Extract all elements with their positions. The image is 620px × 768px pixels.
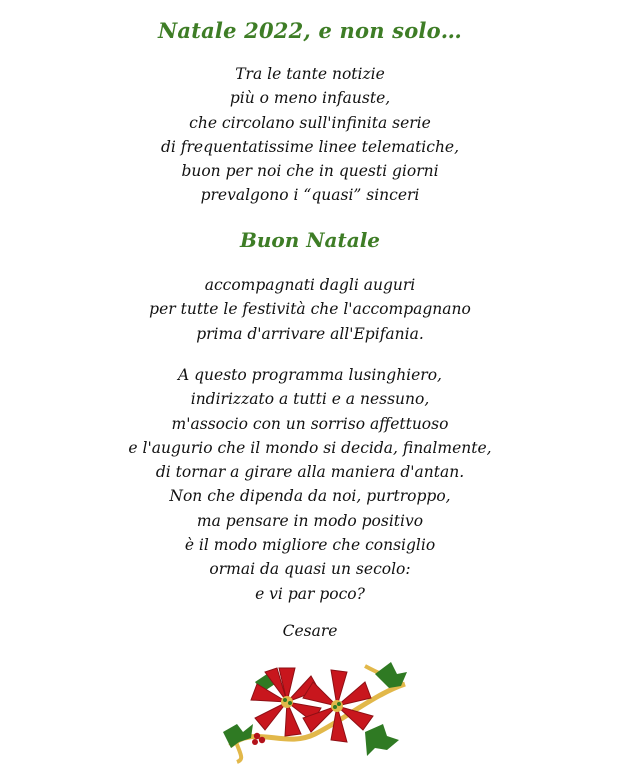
stanza-line: ma pensare in modo positivo (196, 511, 424, 530)
stanza-line: ormai da quasi un secolo: (209, 560, 411, 579)
stanza-line: prevalgono i “quasi” sinceri (200, 186, 420, 205)
stanza-line: buon per noi che in questi giorni (181, 162, 439, 181)
stanza-line: per tutte le festività che l'accompagnano (149, 300, 471, 319)
stanza-line: è il modo migliore che consiglio (184, 536, 436, 555)
stanza-line: di tornar a girare alla maniera d'antan. (155, 463, 465, 482)
stanza-line: e vi par poco? (255, 584, 365, 603)
greeting-heading: Buon Natale (239, 228, 381, 252)
stanza-line: di frequentatissime linee telematiche, (160, 137, 460, 156)
page-title: Natale 2022, e non solo… (158, 18, 462, 43)
poinsettia-icon (215, 654, 410, 764)
stanza-line: che circolano sull'infinita serie (189, 113, 431, 132)
stanza-line: indirizzato a tutti e a nessuno, (190, 390, 430, 409)
stanza-line: m'associo con un sorriso affettuoso (171, 414, 449, 433)
stanza-line: Tra le tante notizie (235, 65, 385, 83)
signature: Cesare (282, 622, 338, 640)
stanza-closing (0, 363, 620, 606)
stanza-line: Non che dipenda da noi, purtroppo, (169, 487, 451, 506)
stanza-intro (0, 62, 620, 208)
stanza-line: accompagnati dagli auguri (204, 276, 416, 294)
stanza-line: più o meno infauste, (229, 89, 391, 108)
stanza-line: A questo programma lusinghiero, (178, 366, 442, 384)
stanza-line: e l'augurio che il mondo si decida, finalmente, (128, 438, 492, 457)
stanza-wishes (0, 273, 620, 346)
stanza-line: prima d'arrivare all'Epifania. (196, 324, 424, 343)
